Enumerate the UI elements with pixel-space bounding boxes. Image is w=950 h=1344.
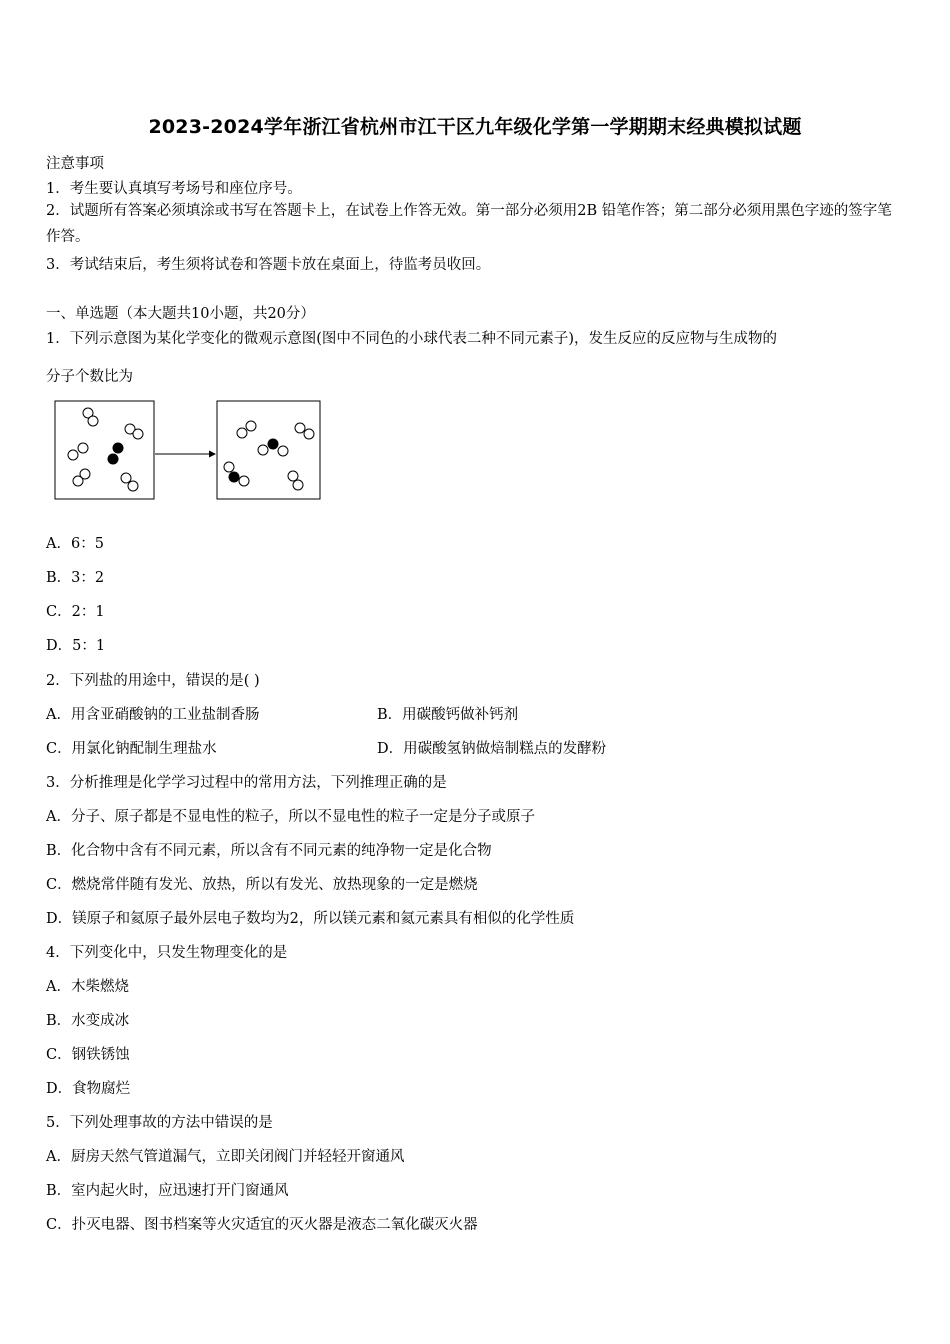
q3-option-c: C．燃烧常伴随有发光、放热，所以有发光、放热现象的一定是燃烧 [46, 877, 478, 893]
section-heading: 一、单选题（本大题共10小题，共20分） [46, 306, 315, 322]
arrow-icon [155, 451, 216, 458]
q2-option-d: D．用碳酸氢钠做焙制糕点的发酵粉 [377, 741, 607, 757]
notice-item-1: 1．考生要认真填写考场号和座位序号。 [46, 181, 302, 197]
product-dark-atoms [229, 439, 279, 483]
q5-option-c: C．扑灭电器、图书档案等火灾适宜的灭火器是液态二氧化碳灭火器 [46, 1217, 478, 1233]
notice-item-3: 3．考试结束后，考生须将试卷和答题卡放在桌面上，待监考员收回。 [46, 257, 491, 273]
question-5-stem: 5．下列处理事故的方法中错误的是 [46, 1115, 273, 1131]
reaction-diagram [52, 398, 327, 504]
q3-option-d: D．镁原子和氦原子最外层电子数均为2，所以镁元素和氦元素具有相似的化学性质 [46, 911, 575, 927]
q1-option-b: B．3：2 [46, 570, 105, 586]
q3-option-a: A．分子、原子都是不显电性的粒子，所以不显电性的粒子一定是分子或原子 [46, 809, 535, 825]
question-3-stem: 3．分析推理是化学学习过程中的常用方法，下列推理正确的是 [46, 775, 447, 791]
exam-title: 2023-2024学年浙江省杭州市江干区九年级化学第一学期期末经典模拟试题 [148, 116, 802, 138]
q2-option-a: A．用含亚硝酸钠的工业盐制香肠 [46, 707, 260, 723]
q5-option-a: A．厨房天然气管道漏气，立即关闭阀门并轻轻开窗通风 [46, 1149, 405, 1165]
question-1-stem: 1．下列示意图为某化学变化的微观示意图(图中不同色的小球代表二种不同元素子)，发生反应的反应物与生成物的 [46, 331, 778, 347]
question-2-stem: 2．下列盐的用途中，错误的是( ) [46, 673, 260, 689]
reactant-box [55, 401, 154, 499]
q2-option-c: C．用氯化钠配制生理盐水 [46, 741, 217, 757]
question-1-stem-cont: 分子个数比为 [46, 369, 133, 385]
q5-option-b: B．室内起火时，应迅速打开门窗通风 [46, 1183, 289, 1199]
q2-option-b: B．用碳酸钙做补钙剂 [377, 707, 519, 723]
q1-option-d: D．5：1 [46, 638, 106, 654]
q1-option-a: A．6：5 [46, 536, 104, 552]
notice-item-2: 2．试题所有答案必须填涂或书写在答题卡上，在试卷上作答无效。第一部分必须用2B 铅笔作答；第二部分必须用黑色字迹的签字笔作答。 [46, 203, 892, 245]
question-4-stem: 4．下列变化中，只发生物理变化的是 [46, 945, 288, 961]
q4-option-c: C．钢铁锈蚀 [46, 1047, 130, 1063]
reactant-molecules [68, 408, 143, 491]
q4-option-d: D．食物腐烂 [46, 1081, 131, 1097]
q3-option-b: B．化合物中含有不同元素，所以含有不同元素的纯净物一定是化合物 [46, 843, 492, 859]
q4-option-a: A．木柴燃烧 [46, 979, 129, 995]
q4-option-b: B．水变成冰 [46, 1013, 130, 1029]
reactant-dark-atoms [108, 443, 124, 465]
notice-heading: 注意事项 [46, 156, 104, 172]
q1-option-c: C．2：1 [46, 604, 105, 620]
